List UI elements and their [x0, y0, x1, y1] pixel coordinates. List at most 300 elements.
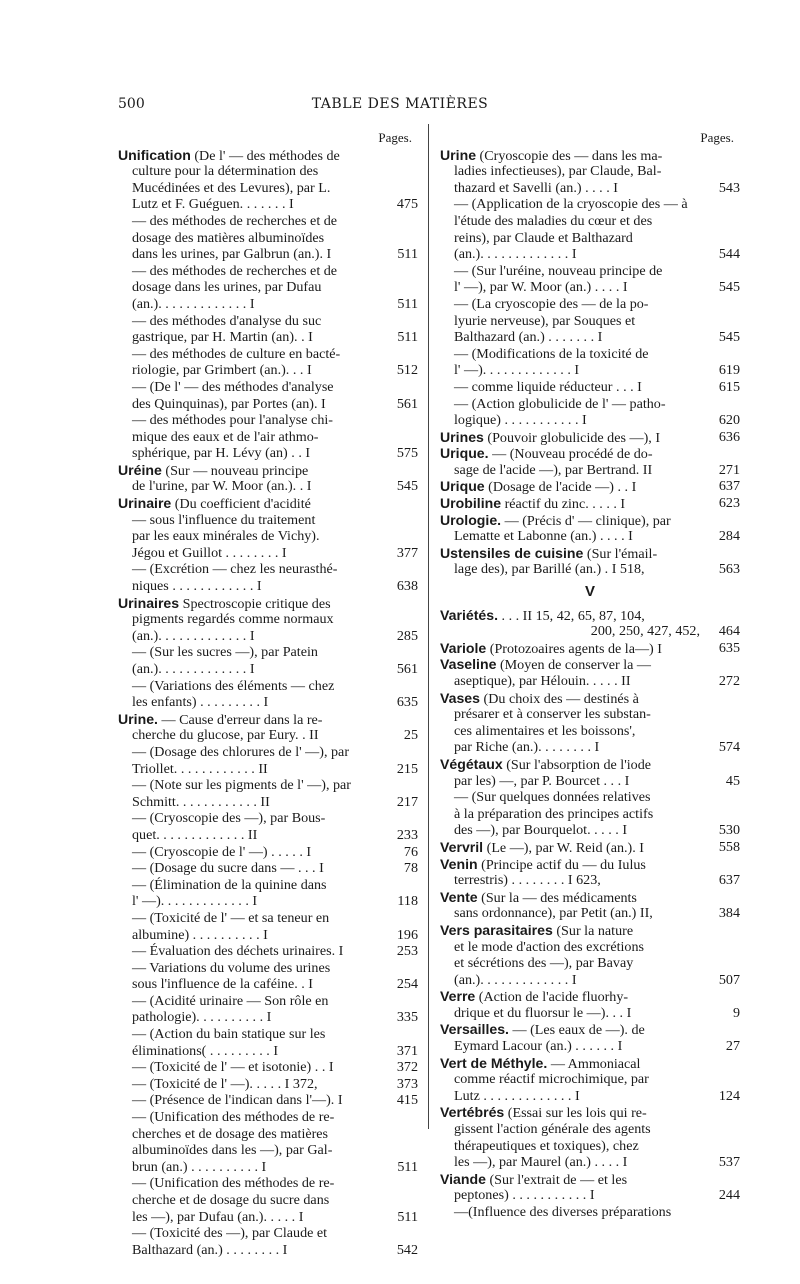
entry-body: l' —), par W. Moor (an.) . . . . I — [454, 279, 628, 296]
entry-heading: Vases — [440, 689, 480, 706]
entry-body: albumine) . . . . . . . . . . I — [132, 926, 268, 943]
page-ref: 215 — [396, 760, 418, 777]
entry-text — [118, 1092, 418, 1109]
index-line — [440, 922, 740, 939]
page-ref: 464 — [718, 623, 740, 640]
page-ref: 561 — [396, 661, 418, 677]
entry-body: l' —). . . . . . . . . . . . . I — [454, 362, 580, 379]
entry-text — [118, 943, 418, 960]
index-line — [118, 761, 418, 778]
entry-body: — (Sur les sucres —), par Patein — [132, 644, 318, 661]
entry-body: Balthazard (an.) . . . . . . . . I — [132, 1241, 288, 1258]
index-line — [440, 1138, 740, 1155]
entry-body: Mucédinées et des Levures), par L. — [132, 179, 331, 196]
index-line — [118, 794, 418, 811]
entry-body: — (Unification des méthodes de re- — [132, 1175, 335, 1192]
entry-text — [440, 673, 740, 690]
entry-text — [118, 379, 418, 396]
index-line — [440, 429, 740, 446]
page-ref: 615 — [718, 378, 740, 395]
entry-body: — des méthodes d'analyse du suc — [132, 312, 322, 329]
index-line — [440, 739, 740, 756]
entry-body: (Principe actif du — du Iulus — [477, 856, 646, 873]
entry-text — [440, 789, 740, 806]
entry-text — [118, 1109, 418, 1126]
entry-text — [118, 810, 418, 827]
entry-text — [118, 279, 418, 296]
entry-heading: Urines — [440, 428, 484, 445]
index-line — [440, 1154, 740, 1171]
entry-body: thérapeutiques et toxiques), chez — [454, 1137, 639, 1154]
entry-text — [118, 578, 418, 595]
entry-body: (Dosage de l'acide —) . . I — [484, 479, 637, 496]
index-line — [440, 1021, 740, 1038]
index-line — [440, 346, 740, 363]
entry-text — [118, 478, 418, 495]
entry-text — [440, 1154, 740, 1171]
entry-body: dans les urines, par Galbrun (an.). I — [132, 246, 332, 263]
page-ref: 415 — [396, 1092, 418, 1109]
entry-text — [440, 1088, 740, 1105]
entry-body: ladies infectieuses), par Claude, Bal- — [454, 163, 662, 180]
entry-text — [440, 180, 740, 197]
index-line — [118, 927, 418, 944]
page-ref: 25 — [403, 727, 418, 744]
index-line — [118, 595, 418, 612]
entry-text — [440, 1071, 740, 1088]
entry-text — [118, 1043, 418, 1060]
entry-text — [440, 656, 740, 674]
page-ref: 530 — [718, 822, 740, 839]
entry-text — [118, 196, 418, 213]
page-ref: 545 — [718, 329, 740, 346]
entry-body: (Cryoscopie des — dans les ma- — [476, 147, 663, 164]
index-line — [440, 561, 740, 578]
index-line — [118, 196, 418, 213]
entry-text — [440, 279, 740, 296]
entry-body: mique des eaux et de l'air athmo- — [132, 428, 319, 445]
index-line — [440, 723, 740, 740]
entry-text — [118, 230, 418, 247]
entry-text — [118, 545, 418, 562]
entry-body: — (Toxicité de l' —). . . . . I 372, — [132, 1075, 318, 1092]
entry-text — [440, 972, 740, 989]
index-line — [118, 213, 418, 230]
entry-heading: Ustensiles de cuisine — [440, 544, 584, 561]
entry-heading: Urique — [440, 478, 485, 495]
entry-body: — (Variations des éléments — chez — [132, 677, 335, 694]
entry-text — [440, 1055, 740, 1073]
entry-body: (Moyen de conserver la — — [496, 657, 652, 674]
entry-body: par Riche (an.). . . . . . . . I — [454, 739, 600, 756]
page-ref: 558 — [718, 838, 740, 855]
index-line — [440, 1171, 740, 1188]
entry-body: sous l'influence de la caféine. . I — [132, 976, 313, 993]
index-line — [118, 313, 418, 330]
index-line — [118, 877, 418, 894]
entry-text — [118, 346, 418, 363]
entry-body: lyurie nerveuse), par Souques et — [454, 312, 636, 329]
index-line — [118, 346, 418, 363]
index-line — [118, 1043, 418, 1060]
index-line — [440, 180, 740, 197]
index-line — [440, 1055, 740, 1072]
entry-body: (an.). . . . . . . . . . . . . I — [454, 971, 577, 988]
entry-text — [118, 362, 418, 379]
entry-text — [118, 827, 418, 844]
page-ref: 384 — [718, 905, 740, 922]
page-ref: 511 — [397, 1158, 418, 1175]
entry-body: — (Unification des méthodes de re- — [132, 1109, 335, 1126]
page-number: 500 — [118, 96, 145, 112]
index-line — [118, 1159, 418, 1176]
entry-body: Lutz . . . . . . . . . . . . . I — [454, 1087, 580, 1104]
entry-text — [118, 595, 418, 613]
entry-text — [440, 329, 740, 346]
page-ref: 372 — [396, 1059, 418, 1076]
entry-text — [440, 723, 740, 740]
index-line — [118, 412, 418, 429]
index-line — [118, 512, 418, 529]
index-line — [440, 246, 740, 263]
index-line — [440, 545, 740, 562]
index-line — [118, 993, 418, 1010]
entry-heading: Verre — [440, 988, 476, 1005]
entry-body: albuminoïdes dans les —), par Gal- — [132, 1142, 333, 1159]
right-column — [440, 130, 740, 1221]
index-line — [118, 545, 418, 562]
entry-text — [440, 213, 740, 230]
entry-body: Lematte et Labonne (an.) . . . . I — [454, 528, 633, 545]
entry-text — [118, 794, 418, 811]
entry-text — [440, 246, 740, 263]
entry-text — [440, 856, 740, 874]
index-line — [118, 163, 418, 180]
index-line — [440, 512, 740, 529]
page-ref: 635 — [396, 694, 418, 711]
entry-body: — comme liquide réducteur . . . I — [454, 378, 642, 395]
entry-heading: Vers parasitaires — [440, 921, 553, 938]
entry-body: — (Sur quelques données relatives — [454, 789, 651, 806]
index-line — [118, 1092, 418, 1109]
entry-text — [440, 1204, 740, 1221]
index-line — [118, 1009, 418, 1026]
entry-text — [118, 495, 418, 513]
entry-heading: Unification — [118, 146, 191, 163]
entry-body: — (Toxicité des —), par Claude et — [132, 1225, 328, 1242]
entry-text — [118, 1009, 418, 1026]
index-line — [118, 379, 418, 396]
index-line — [118, 561, 418, 578]
page-ref: 545 — [396, 478, 418, 495]
entry-text — [440, 230, 740, 247]
entry-body: Eymard Lacour (an.) . . . . . . I — [454, 1038, 623, 1055]
page-ref: 284 — [718, 528, 740, 545]
section-letter: V — [584, 583, 595, 601]
entry-text — [440, 379, 740, 396]
index-line — [440, 756, 740, 773]
index-line — [118, 744, 418, 761]
entry-body: (an.). . . . . . . . . . . . . I — [132, 295, 255, 312]
index-line — [118, 810, 418, 827]
index-line — [118, 1059, 418, 1076]
entry-body: — (Présence de l'indican dans l'—). I — [132, 1092, 343, 1109]
entry-body: — (Application de la cryoscopie des — à — [454, 196, 688, 213]
entry-heading: Vervril — [440, 838, 484, 855]
entry-body: Balthazard (an.) . . . . . . . I — [454, 329, 603, 346]
entry-body: — (Acidité urinaire — Son rôle en — [132, 992, 329, 1009]
entry-body: thazard et Savelli (an.) . . . . I — [454, 179, 618, 196]
index-line — [118, 661, 418, 678]
index-line — [440, 1104, 740, 1121]
entry-text — [440, 872, 740, 889]
entry-text — [440, 1038, 740, 1055]
page-ref: 118 — [397, 893, 418, 910]
index-line — [118, 910, 418, 927]
entry-heading: Urinaire — [118, 495, 172, 512]
index-line — [440, 773, 740, 790]
index-line — [118, 296, 418, 313]
entry-text — [440, 1005, 740, 1022]
page-ref: 543 — [718, 179, 740, 196]
entry-body: dosage dans les urines, par Dufau — [132, 279, 322, 296]
index-line — [440, 889, 740, 906]
entry-text — [118, 296, 418, 313]
entry-text — [440, 561, 740, 578]
entry-body: (Sur la nature — [552, 922, 634, 939]
entry-body: — (Sur l'uréine, nouveau principe de — [454, 262, 663, 279]
page-ref: 377 — [396, 544, 418, 561]
entry-body: éliminations( . . . . . . . . . I — [132, 1042, 279, 1059]
entry-heading: Vente — [440, 888, 478, 905]
entry-text — [118, 1209, 418, 1226]
entry-text — [440, 263, 740, 280]
entry-text — [440, 313, 740, 330]
page-ref: 196 — [396, 926, 418, 943]
entry-text — [440, 495, 740, 513]
index-line — [118, 1225, 418, 1242]
index-line — [118, 1209, 418, 1226]
page-ref: 124 — [718, 1087, 740, 1104]
index-line — [118, 1026, 418, 1043]
entry-body: —(Influence des diverses préparations — [454, 1204, 672, 1220]
entry-text — [440, 528, 740, 545]
entry-text — [118, 628, 418, 645]
right-entries-v — [440, 607, 740, 1221]
entry-heading: Vertébrés — [440, 1104, 505, 1121]
index-line — [440, 1121, 740, 1138]
entry-text — [440, 1104, 740, 1122]
page-ref: 537 — [718, 1154, 740, 1171]
entry-body: terrestris) . . . . . . . . I 623, — [454, 872, 601, 889]
entry-text — [118, 727, 418, 744]
page-ref: 638 — [396, 578, 418, 595]
index-line — [440, 362, 740, 379]
entry-text — [440, 773, 740, 790]
entry-body: — (Dosage du sucre dans — . . . I — [132, 860, 324, 877]
index-line — [118, 960, 418, 977]
entry-text — [118, 528, 418, 545]
page-ref: 475 — [396, 196, 418, 213]
index-line — [118, 860, 418, 877]
index-line — [118, 893, 418, 910]
column-divider — [428, 124, 429, 1129]
entry-text — [440, 1187, 740, 1204]
entry-text — [440, 478, 740, 496]
index-line — [118, 396, 418, 413]
index-line — [118, 976, 418, 993]
page-ref: 9 — [732, 1004, 740, 1021]
entry-body: ces alimentaires et les boissons', — [454, 722, 636, 739]
entry-body: peptones) . . . . . . . . . . . I — [454, 1187, 595, 1204]
entry-text — [440, 822, 740, 839]
index-line — [118, 429, 418, 446]
entry-body: riologie, par Grimbert (an.). . . I — [132, 362, 312, 379]
index-line — [440, 789, 740, 806]
index-line — [440, 478, 740, 495]
entry-body: aseptique), par Hélouin. . . . . II — [454, 673, 631, 689]
entry-text — [440, 955, 740, 972]
index-line — [118, 644, 418, 661]
entry-body: — (Modifications de la toxicité de — [454, 345, 649, 362]
entry-body: — (Action globulicide de l' — patho- — [454, 395, 666, 412]
entry-body: (an.). . . . . . . . . . . . . I — [132, 661, 255, 677]
entry-body: pigments regardés comme normaux — [132, 611, 334, 628]
index-line — [440, 856, 740, 873]
entry-body: — (Action du bain statique sur les — [132, 1026, 326, 1043]
entry-heading: Urine — [440, 146, 477, 163]
entry-heading: Viande — [440, 1170, 486, 1187]
index-line — [440, 839, 740, 856]
entry-text — [118, 844, 418, 861]
entry-heading: Urobiline — [440, 495, 502, 512]
index-line — [118, 827, 418, 844]
index-line — [118, 147, 418, 164]
entry-text — [118, 445, 418, 462]
entry-body: — sous l'influence du traitement — [132, 511, 316, 528]
entry-body: réactif du zinc. . . . . I — [501, 496, 626, 513]
index-line — [118, 462, 418, 479]
index-line — [440, 1204, 740, 1221]
index-line — [118, 246, 418, 263]
index-line — [118, 611, 418, 628]
page-ref: 636 — [718, 428, 740, 445]
index-line — [118, 628, 418, 645]
entry-body: drique et du fluorsur le —). . . I — [454, 1004, 632, 1021]
entry-body: — des méthodes de culture en bacté- — [132, 345, 341, 362]
page-ref: 244 — [718, 1187, 740, 1204]
entry-body: niques . . . . . . . . . . . . I — [132, 578, 262, 595]
entry-body: — (Les eaux de —). de — [508, 1022, 645, 1039]
entry-text — [118, 313, 418, 330]
index-line — [440, 329, 740, 346]
page-ref: 253 — [396, 943, 418, 960]
index-line — [440, 263, 740, 280]
index-line — [440, 673, 740, 690]
entry-body: l' —). . . . . . . . . . . . . I — [132, 893, 258, 910]
index-line — [440, 690, 740, 707]
entry-text — [118, 180, 418, 197]
entry-body: — (Cryoscopie des —), par Bous- — [132, 810, 326, 827]
entry-text — [440, 706, 740, 723]
index-line — [118, 1142, 418, 1159]
entry-text — [118, 147, 418, 165]
entry-body: et sécrétions des —), par Bavay — [454, 955, 634, 972]
entry-heading: Urologie. — [440, 511, 502, 528]
entry-body: (Sur la — des médicaments — [477, 889, 637, 906]
index-line — [440, 905, 740, 922]
entry-text — [440, 756, 740, 774]
index-line — [440, 640, 740, 657]
entry-text — [118, 877, 418, 894]
entry-text — [118, 1059, 418, 1076]
entry-text — [440, 445, 740, 463]
entry-text — [118, 960, 418, 977]
index-line — [118, 329, 418, 346]
entry-body: — (Nouveau procédé de do- — [488, 446, 653, 463]
index-line — [118, 495, 418, 512]
entry-text — [440, 623, 740, 640]
entry-body: (Essai sur les lois qui re- — [504, 1105, 647, 1122]
entry-text — [440, 922, 740, 940]
entry-body: cherche du glucose, par Eury. . II — [132, 727, 319, 744]
entry-body: (Sur l'émail- — [583, 545, 658, 562]
index-line — [118, 180, 418, 197]
entry-text — [118, 893, 418, 910]
index-line — [440, 296, 740, 313]
entry-body: des Quinquinas), par Portes (an). I — [132, 395, 326, 412]
left-entries — [118, 147, 418, 1259]
pages-label: Pages. — [700, 130, 734, 145]
entry-body: des —), par Bourquelot. . . . . I — [454, 822, 628, 839]
index-line — [440, 872, 740, 889]
entry-text — [118, 694, 418, 711]
index-line — [440, 462, 740, 479]
index-line — [440, 955, 740, 972]
page-ref: 217 — [396, 793, 418, 810]
index-line — [118, 528, 418, 545]
entry-text — [118, 1026, 418, 1043]
entry-heading: Urinaires — [118, 594, 180, 611]
left-column — [118, 130, 418, 1258]
entry-heading: Uréine — [118, 461, 162, 478]
page-ref: 635 — [718, 639, 740, 656]
index-line — [118, 1076, 418, 1093]
entry-body: — (Note sur les pigments de l' —), par — [132, 777, 351, 794]
index-line — [118, 578, 418, 595]
page-ref: 545 — [718, 279, 740, 296]
entry-heading: Versailles. — [440, 1021, 509, 1038]
index-line — [118, 777, 418, 794]
entry-body: brun (an.) . . . . . . . . . . I — [132, 1158, 267, 1175]
entry-body: logique) . . . . . . . . . . . I — [454, 412, 587, 429]
page-ref: 637 — [718, 872, 740, 889]
entry-body: (Sur l'extrait de — et les — [485, 1171, 628, 1188]
index-line — [440, 822, 740, 839]
entry-body: comme réactif microchimique, par — [454, 1071, 649, 1088]
index-line — [118, 678, 418, 695]
entry-text — [118, 512, 418, 529]
entry-heading: Variétés. — [440, 606, 498, 623]
page-ref: 271 — [718, 461, 740, 478]
entry-body: dosage des matières albuminoïdes — [132, 229, 325, 246]
right-entries-u — [440, 147, 740, 578]
index-line — [440, 656, 740, 673]
entry-body: Schmitt. . . . . . . . . . . . II — [132, 793, 270, 810]
entry-text — [118, 213, 418, 230]
entry-text — [118, 1126, 418, 1143]
page-ref: 335 — [396, 1009, 418, 1026]
